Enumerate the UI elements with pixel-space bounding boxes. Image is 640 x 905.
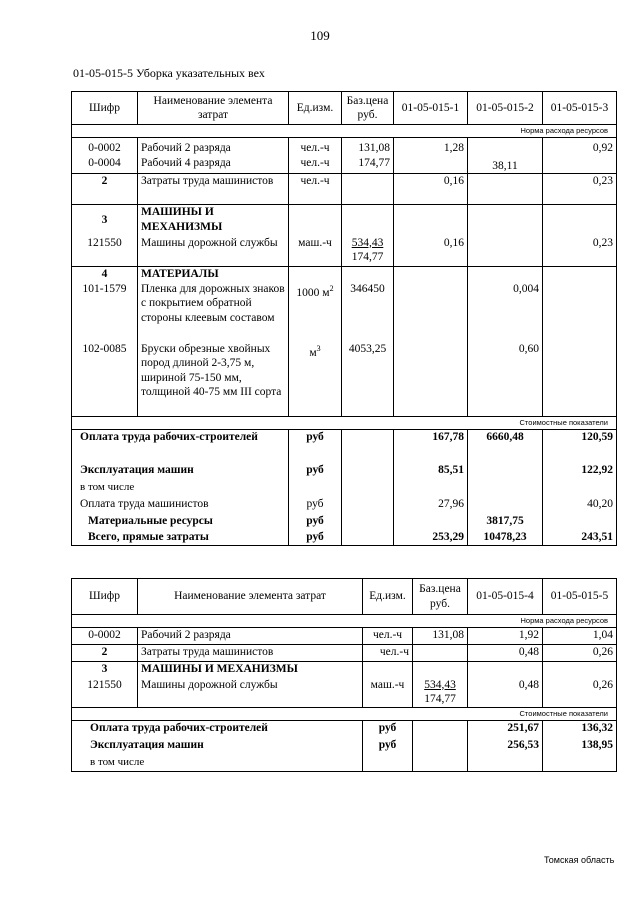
header-col-1: 01-05-015-1	[394, 92, 468, 125]
header-name: Наименование элемента затрат	[138, 579, 363, 615]
band-cost: Стоимостные показатели	[72, 708, 617, 721]
band-cost: Стоимостные показатели	[72, 417, 617, 430]
table-header	[72, 92, 617, 125]
table-row: 3 МАШИНЫ И МЕХАНИЗМЫ	[72, 662, 617, 678]
header-price: Баз.цена руб.	[413, 579, 468, 615]
cost-row: в том числе	[72, 755, 617, 772]
header-name: Наименование элемента затрат	[138, 92, 289, 125]
page-number: 109	[310, 28, 330, 43]
table-row: 4 МАТЕРИАЛЫ	[72, 267, 617, 282]
section-title: 01-05-015-5 Уборка указательных вех	[73, 66, 265, 80]
rates-table-2	[71, 578, 617, 772]
table-row: 0-0002 Рабочий 2 разряда чел.-ч 131,08 1,92 1,04	[72, 628, 617, 645]
rates-table-1	[71, 91, 617, 546]
cost-row: в том числе	[72, 480, 617, 497]
cost-row: Всего, прямые затраты руб 253,29 10478,23 243,51	[72, 530, 617, 546]
table-row: 0-0004 Рабочий 4 разряда чел.-ч 174,77 38,11	[72, 156, 617, 174]
cost-row: Материальные ресурсы руб 3817,75	[72, 514, 617, 530]
header-col-5: 01-05-015-5	[543, 579, 617, 615]
header-code: Шифр	[72, 579, 138, 615]
header-unit: Ед.изм.	[363, 579, 413, 615]
table-row: 3 МАШИНЫ И МЕХАНИЗМЫ	[72, 205, 617, 236]
cost-row: Эксплуатация машин руб 256,53 138,95	[72, 738, 617, 755]
table-row: 121550 Машины дорожной службы маш.-ч 534,43 174,77 0,48 0,26	[72, 678, 617, 708]
header-price: Баз.цена руб.	[342, 92, 394, 125]
band-norm: Норма расхода ресурсов	[72, 125, 617, 138]
cost-row: Оплата труда машинистов руб 27,96 40,20	[72, 497, 617, 514]
table-row: 0-0002 Рабочий 2 разряда чел.-ч 131,08 1,28 0,92	[72, 138, 617, 156]
header-col-2: 01-05-015-2	[468, 92, 543, 125]
cost-row: Оплата труда рабочих-строителей руб 167,78 6660,48 120,59	[72, 430, 617, 463]
header-col-4: 01-05-015-4	[468, 579, 543, 615]
table-row: 2 Затраты труда машинистов чел.-ч 0,48 0,26	[72, 645, 617, 662]
table-row: 2 Затраты труда машинистов чел.-ч 0,16 0,23	[72, 174, 617, 205]
table-row: 101-1579 Пленка для дорожных знаков с покрытием обратной стороны клеевым составом 1000 $м^2$ 346450 0,004	[72, 282, 617, 342]
header-code: Шифр	[72, 92, 138, 125]
footer-region: Томская область	[544, 855, 615, 865]
cost-row: Оплата труда рабочих-строителей руб 251,67 136,32	[72, 721, 617, 738]
table-row: 102-0085 Бруски обрезные хвойных пород длиной 2-3,75 м, шириной 75-150 мм, толщиной 40-75 мм III сорта $м^3$ 4053,25 0,60	[72, 342, 617, 417]
header-col-3: 01-05-015-3	[543, 92, 617, 125]
band-norm: Норма расхода ресурсов	[72, 615, 617, 628]
cost-row: Эксплуатация машин руб 85,51 122,92	[72, 463, 617, 480]
table-header	[72, 579, 617, 615]
header-unit: Ед.изм.	[289, 92, 342, 125]
table-row: 121550 Машины дорожной службы маш.-ч 534,43 174,77 0,16 0,23	[72, 236, 617, 267]
